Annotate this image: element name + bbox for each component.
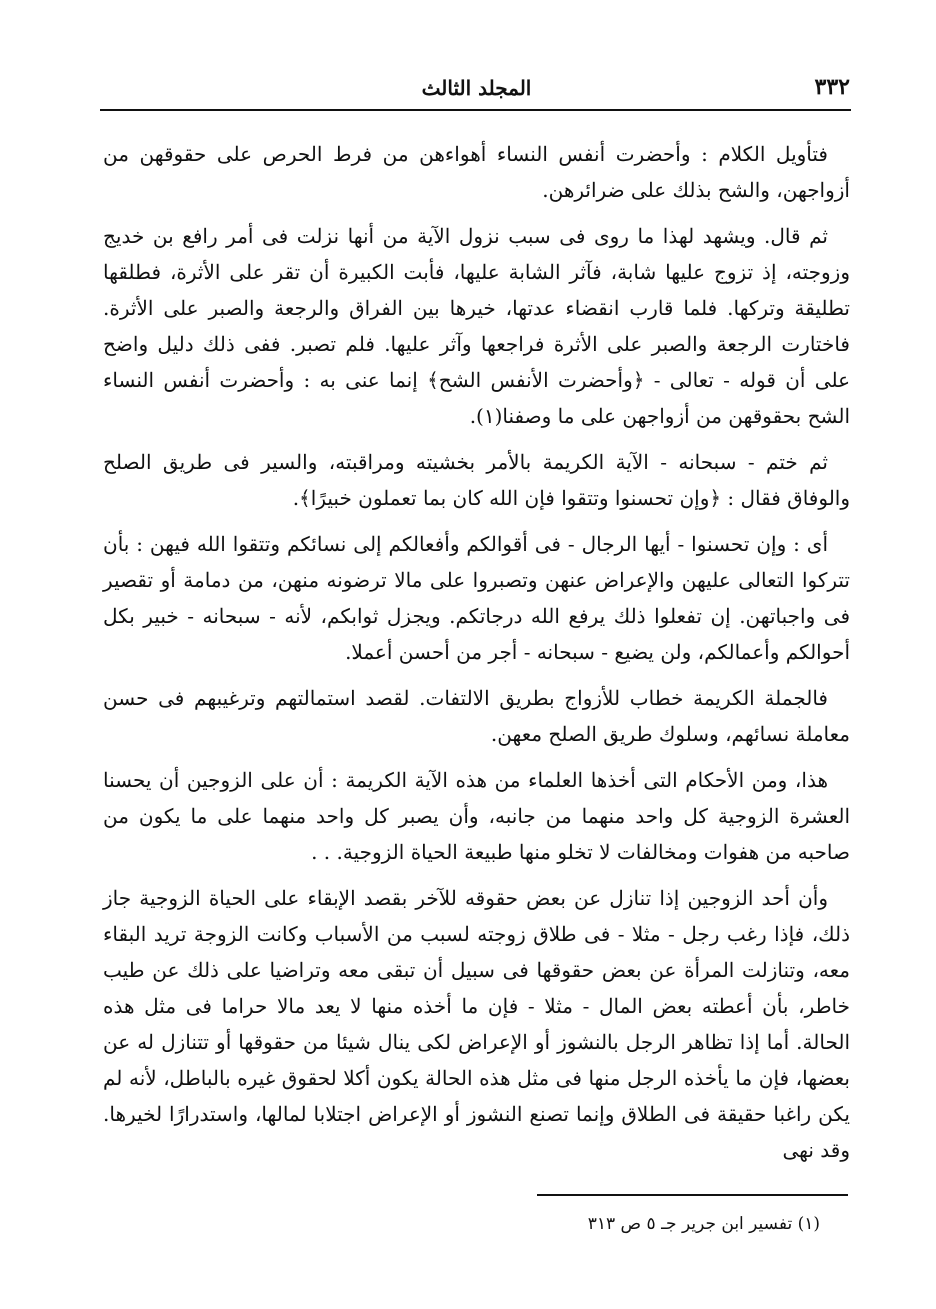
- paragraph: هذا، ومن الأحكام التى أخذها العلماء من هذه الآية الكريمة : أن على الزوجين أن يحسنا العشرة الزوجية كل واحد منهما من جانبه، وأن يصبر كل واحد منهما على ما يكون من صاحبه من هفوات ومخالفات لا تخلو منها طبيعة الحياة الزوجية. . .: [103, 768, 850, 864]
- header-rule: [100, 109, 851, 111]
- running-title: المجلد الثالث: [421, 76, 532, 100]
- paragraph: ثم قال. ويشهد لهذا ما روى فى سبب نزول الآية من أنها نزلت فى أمر رافع بن خديج وزوجته، إذ تزوج عليها شابة، فآثر الشابة عليها، فأبت الكبيرة أن تقر على الأثرة، فطلقها تطليقة وتركها. فلما قارب انقضاء عدتها، خيرها بين الفراق والرجعة والصبر على الأثرة. فاختارت الرجعة والصبر على الأثرة فراجعها وآثر عليها. فلم تصبر. ففى ذلك دليل واضح على أن قوله - تعالى - ﴿وأحضرت الأنفس الشح﴾ إنما عنى به : وأحضرت أنفس النساء الشح بحقوقهن من أزواجهن على ما وصفنا(١).: [103, 224, 850, 428]
- body-text: [103, 136, 850, 1178]
- paragraph: فتأويل الكلام : وأحضرت أنفس النساء أهواءهن من فرط الحرص على حقوقهن من أزواجهن، والشح بذلك على ضرائرهن.: [103, 142, 850, 202]
- paragraph: أى : وإن تحسنوا - أيها الرجال - فى أقوالكم وأفعالكم إلى نسائكم وتتقوا الله فيهن : بأن تتركوا التعالى عليهن والإعراض عنهن وتصبروا على مالا ترضونه منهن، من دمامة أو تقصير فى واجباتهن. إن تفعلوا ذلك يرفع الله درجاتكم. ويجزل ثوابكم، لأنه - سبحانه - خبير بكل أحوالكم وأعمالكم، ولن يضيع - سبحانه - أجر من أحسن أعملا.: [103, 532, 850, 664]
- footnote: (١) تفسير ابن جرير جـ ٥ ص ٣١٣: [587, 1214, 820, 1234]
- footnote-rule: [537, 1194, 848, 1196]
- paragraph: ثم ختم - سبحانه - الآية الكريمة بالأمر بخشيته ومراقبته، والسير فى طريق الصلح والوفاق فقال : ﴿وإن تحسنوا وتتقوا فإن الله كان بما تعملون خبيرًا﴾.: [103, 450, 850, 510]
- paragraph: وأن أحد الزوجين إذا تنازل عن بعض حقوقه للآخر بقصد الإبقاء على الحياة الزوجية جاز ذلك، فإذا رغب رجل - مثلا - فى طلاق زوجته لسبب من الأسباب وكانت الزوجة تريد البقاء معه، وتنازلت المرأة عن بعض حقوقها فى سبيل أن تبقى معه وتراضيا على ذلك عن طيب خاطر، بأن أعطته بعض المال - مثلا - فإن ما أخذه منها لا يعد مالا حراما فى مثل هذه الحالة. أما إذا تظاهر الرجل بالنشوز أو الإعراض لكى ينال شيئا من حقوقها أو تتنازل له عن بعضها، فإن ما يأخذه الرجل منها فى مثل هذه الحالة يكون أكلا لحقوق غيره بالباطل، لأنه لم يكن راغبا حقيقة فى الطلاق وإنما تصنع النشوز أو الإعراض اجتلابا لمالها، واستدرارًا لخيرها. وقد نهى: [103, 886, 850, 1162]
- page-header: [103, 74, 850, 104]
- page-number: ٣٣٢: [814, 74, 850, 100]
- paragraph: فالجملة الكريمة خطاب للأزواج بطريق الالتفات. لقصد استمالتهم وترغيبهم فى حسن معاملة نسائهم، وسلوك طريق الصلح معهن.: [103, 686, 850, 746]
